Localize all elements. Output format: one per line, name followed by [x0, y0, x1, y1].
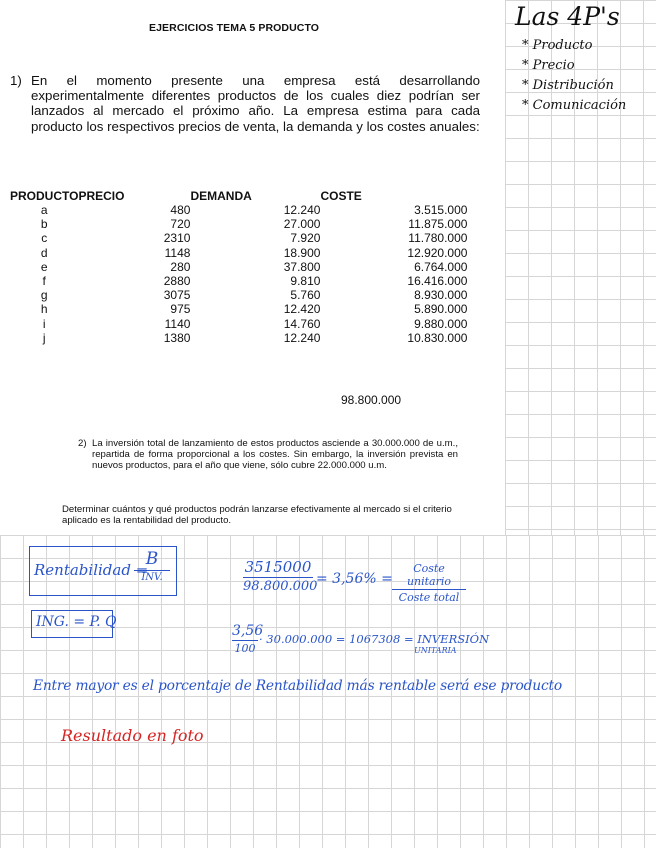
- cell-producto: d: [40, 245, 48, 260]
- question-1-number: 1): [10, 73, 22, 88]
- table-row: [10, 317, 467, 331]
- cell-precio: 1380: [163, 330, 191, 345]
- page-title: EJERCICIOS TEMA 5 PRODUCTO: [149, 22, 320, 34]
- rentabilidad-label: Rentabilidad =: [34, 561, 149, 579]
- table-row: [10, 203, 467, 217]
- cell-precio: 2880: [163, 274, 191, 289]
- fraction-coste-a-num: 3515000: [244, 558, 312, 576]
- investment-unit-label: UNITARIA: [414, 646, 457, 655]
- question-1-text: En el momento presente una empresa está desarrollando experimentalmente diferentes productos de los cuales diez podrían ser lanzados al mercado el próximo año. La empresa estima para cada producto los respectivos precios de venta, la demanda y los costes anuales:: [31, 73, 480, 134]
- fraction-bar: [232, 640, 258, 641]
- cell-coste: 6.764.000: [414, 259, 468, 274]
- cell-demanda: 14.760: [283, 316, 321, 331]
- cell-producto: b: [40, 217, 48, 232]
- cell-precio: 2310: [163, 231, 191, 246]
- table-row: [10, 331, 467, 345]
- cell-coste: 11.780.000: [408, 231, 468, 246]
- note-item-comunicacion: * Comunicación: [522, 98, 627, 113]
- rentabilidad-denominator: INV.: [141, 572, 163, 583]
- fraction-bar: [392, 589, 466, 590]
- cell-coste: 10.830.000: [407, 330, 468, 345]
- table-row: [10, 302, 467, 316]
- cell-demanda: 7.920: [290, 231, 321, 246]
- fraction-percent-num: 3,56: [232, 623, 264, 639]
- fraction-result: = 3,56% =: [316, 571, 393, 587]
- cell-producto: g: [40, 288, 48, 303]
- col-header-demanda: DEMANDA: [190, 188, 252, 203]
- investment-calculation: · 30.000.000 = 1067308 = INVERSIÓN: [259, 632, 490, 646]
- cell-precio: 480: [170, 203, 191, 217]
- cell-producto: c: [41, 231, 48, 246]
- table-row: [10, 217, 467, 231]
- cell-demanda: 18.900: [283, 245, 321, 260]
- table-row: [10, 274, 467, 288]
- cell-coste: 5.890.000: [414, 302, 468, 317]
- table-row: [10, 246, 467, 260]
- cell-coste: 16.416.000: [407, 274, 468, 289]
- fraction-coste-def-num: Coste unitario: [406, 562, 452, 588]
- conclusion-note: Entre mayor es el porcentaje de Rentabilidad más rentable será ese producto: [33, 678, 562, 694]
- table-header-row: [10, 188, 467, 203]
- cell-precio: 720: [170, 217, 191, 232]
- col-header-precio: PRECIO: [78, 188, 125, 203]
- cell-demanda: 12.420: [283, 302, 321, 317]
- cell-precio: 1140: [164, 316, 191, 331]
- cell-coste: 12.920.000: [407, 245, 468, 260]
- cell-demanda: 9.810: [290, 274, 321, 289]
- cell-precio: 975: [170, 302, 191, 317]
- table-row: [10, 288, 467, 302]
- cell-demanda: 12.240: [283, 330, 321, 345]
- rentabilidad-numerator: B: [145, 549, 159, 569]
- fraction-percent-den: 100: [234, 642, 256, 655]
- question-2-number: 2): [78, 438, 87, 449]
- table-row: [10, 231, 467, 245]
- notes-title: Las 4P's: [515, 2, 620, 31]
- cell-demanda: 5.760: [290, 288, 321, 303]
- question-2-text: La inversión total de lanzamiento de estos productos asciende a 30.000.000 de u.m., repartida de forma proporcional a los costes. Sin embargo, la inversión prevista en nuevos productos, para el año que viene, sólo cubre 22.000.000 u.m.: [92, 438, 458, 471]
- cell-coste: 8.930.000: [414, 288, 468, 303]
- note-item-producto: * Producto: [522, 38, 593, 53]
- cell-producto: j: [42, 330, 46, 345]
- fraction-coste-def: [392, 562, 466, 604]
- fraction-coste-a-den: 98.800.000: [243, 579, 318, 594]
- note-item-precio: * Precio: [522, 58, 575, 73]
- fraction-coste-a: [243, 558, 318, 594]
- cell-producto: f: [42, 274, 46, 289]
- cell-producto: a: [40, 203, 48, 217]
- ingresos-formula: ING. = P. Q: [36, 614, 117, 630]
- products-table: [10, 188, 467, 345]
- rentabilidad-fraction: [134, 549, 170, 583]
- cell-producto: i: [42, 316, 46, 331]
- cell-precio: 3075: [163, 288, 191, 303]
- fraction-bar: [134, 570, 170, 571]
- col-header-coste: COSTE: [320, 188, 362, 203]
- col-header-producto: PRODUCTO: [10, 188, 79, 203]
- cell-precio: 1148: [164, 245, 191, 260]
- table-body: [10, 203, 467, 345]
- fraction-coste-def-den: Coste total: [398, 591, 460, 604]
- cell-coste: 3.515.000: [414, 203, 468, 217]
- cell-producto: h: [40, 302, 48, 317]
- cost-total: 98.800.000: [341, 393, 402, 407]
- question-3-text: Determinar cuántos y qué productos podrán lanzarse efectivamente al mercado si el criterio aplicado es la rentabilidad del producto.: [62, 504, 452, 526]
- cell-demanda: 27.000: [283, 217, 321, 232]
- question-1: [10, 73, 480, 134]
- cell-precio: 280: [170, 259, 191, 274]
- note-item-distribucion: * Distribución: [522, 78, 614, 93]
- table-row: [10, 260, 467, 274]
- fraction-bar: [243, 577, 313, 578]
- cell-coste: 11.875.000: [408, 217, 468, 232]
- cell-demanda: 12.240: [283, 203, 321, 217]
- fraction-percent: [232, 623, 264, 655]
- cell-demanda: 37.800: [283, 259, 321, 274]
- question-2: [78, 439, 458, 471]
- cell-coste: 9.880.000: [414, 316, 468, 331]
- result-note: Resultado en foto: [61, 726, 204, 745]
- cell-producto: e: [40, 259, 48, 274]
